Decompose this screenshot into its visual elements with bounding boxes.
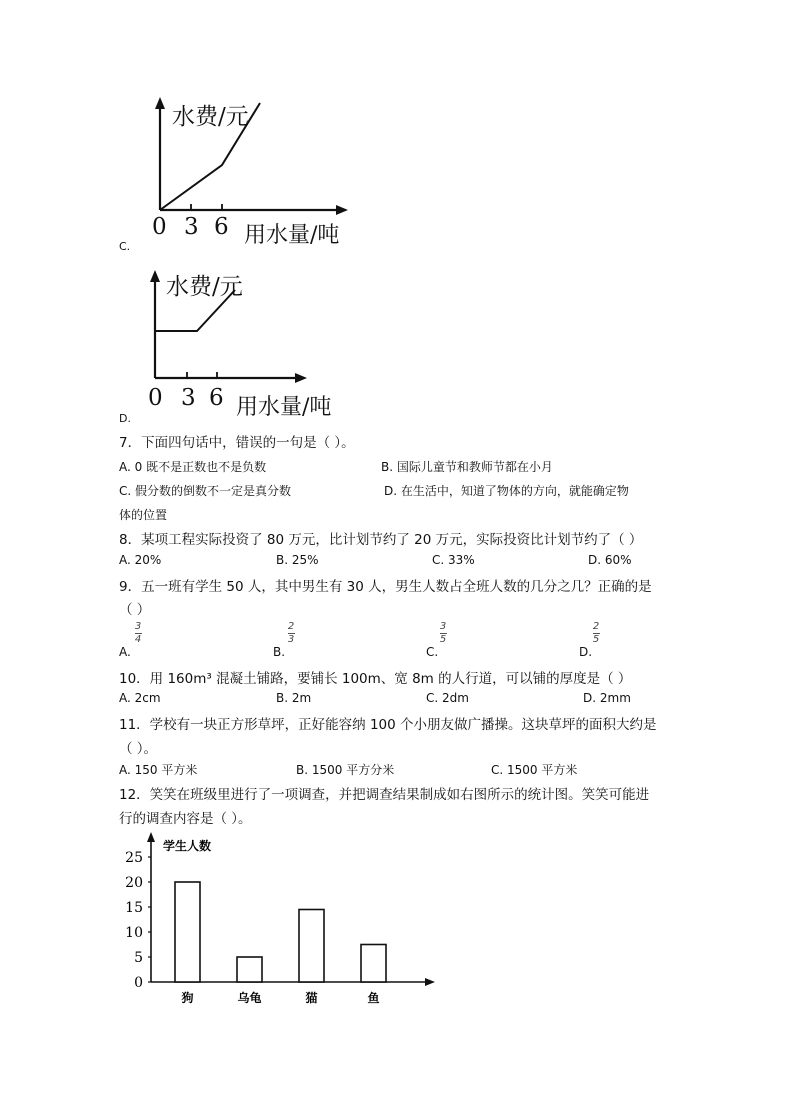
q9-d-denominator: 5: [592, 634, 600, 645]
q8-stem: 8．某项工程实际投资了 80 万元，比计划节约了 20 万元，实际投资比计划节约了（ ）: [119, 532, 643, 548]
q10-stem: 10．用 160m³ 混凝土铺路，要铺长 100m、宽 8m 的人行道，可以铺的厚度是（ ）: [119, 671, 632, 687]
graph-c-tick-6: 6: [214, 214, 229, 240]
q11-option-c: C. 1500 平方米: [491, 763, 578, 777]
q10-option-a: A. 2cm: [119, 691, 161, 705]
q9-c-denominator: 5: [439, 634, 447, 645]
graph-c-x-arrow: [336, 205, 348, 215]
q7-stem: 7．下面四句话中，错误的一句是（ ）。: [119, 435, 355, 451]
chart-y-arrow: [147, 832, 155, 842]
graph-d-y-arrow: [150, 270, 160, 282]
q7-option-c: C. 假分数的倒数不一定是真分数: [119, 484, 292, 498]
q9-b-denominator: 3: [287, 634, 295, 645]
graph-d-tick-3: 3: [181, 385, 196, 411]
q10-option-c: C. 2dm: [426, 691, 469, 705]
q7-option-b: B. 国际儿童节和教师节都在小月: [381, 460, 553, 474]
q9-d-numerator: 2: [592, 621, 600, 632]
chart-x-arrow: [425, 978, 435, 986]
graph-d-tick-6: 6: [209, 385, 224, 411]
chart-bar: [299, 910, 324, 983]
q8-option-b: B. 25%: [276, 553, 319, 567]
q9-option-b-fraction: [286, 622, 296, 645]
q7-option-d: D. 在生活中，知道了物体的方向，就能确定物: [384, 484, 629, 498]
q11-stem-cont: （ ）。: [119, 741, 158, 757]
graph-c-x-label: 用水量/吨: [244, 223, 340, 248]
graph-c-y-arrow: [155, 97, 165, 109]
chart-category-label: 乌龟: [237, 991, 262, 1005]
graph-d-y-label: 水费/元: [166, 274, 243, 300]
chart-y-tick-label: 0: [134, 975, 143, 991]
graph-d-x-arrow: [295, 373, 307, 383]
q9-a-denominator: 4: [134, 634, 142, 645]
graph-d-tick-0: 0: [148, 385, 163, 411]
option-d-letter: D.: [119, 412, 131, 425]
chart-category-label: 鱼: [367, 991, 380, 1005]
q12-stem: 12．笑笑在班级里进行了一项调查，并把调查结果制成如右图所示的统计图。笑笑可能进: [119, 787, 650, 803]
q12-stem-cont: 行的调查内容是（ ）。: [119, 811, 252, 827]
chart-y-tick-label: 20: [125, 875, 143, 891]
q11-stem: 11．学校有一块正方形草坪，正好能容纳 100 个小朋友做广播操。这块草坪的面积大约是: [119, 717, 657, 733]
bar-chart: [115, 830, 445, 1010]
q11-option-b: B. 1500 平方分米: [296, 763, 395, 777]
graph-c-tick-0: 0: [152, 214, 167, 240]
q9-option-a: A.: [119, 645, 131, 659]
chart-y-tick-label: 25: [125, 850, 143, 866]
q7-option-a: A. 0 既不是正数也不是负数: [119, 460, 267, 474]
q8-option-a: A. 20%: [119, 553, 162, 567]
q10-option-b: B. 2m: [276, 691, 312, 705]
chart-category-label: 猫: [305, 991, 318, 1005]
q9-stem-cont: （ ）: [119, 602, 151, 618]
chart-category-label: 狗: [181, 991, 194, 1005]
chart-bar: [361, 945, 386, 983]
graph-c-tick-3: 3: [184, 214, 199, 240]
graph-c-y-label: 水费/元: [172, 104, 249, 130]
q11-option-a: A. 150 平方米: [119, 763, 198, 777]
q9-b-numerator: 2: [287, 621, 295, 632]
chart-y-tick-label: 15: [125, 900, 143, 916]
q9-option-c: C.: [426, 645, 439, 659]
q8-option-d: D. 60%: [588, 553, 632, 567]
q9-option-b: B.: [273, 645, 286, 659]
q9-option-d: D.: [579, 645, 593, 659]
q9-stem: 9．五一班有学生 50 人，其中男生有 30 人，男生人数占全班人数的几分之几？正确的是: [119, 579, 652, 595]
q8-option-c: C. 33%: [432, 553, 475, 567]
graph-d-x-label: 用水量/吨: [236, 395, 332, 420]
chart-y-label: 学生人数: [163, 839, 212, 853]
chart-y-tick-label: 5: [134, 950, 143, 966]
chart-bar: [175, 882, 200, 982]
chart-y-tick-label: 10: [125, 925, 143, 941]
q9-a-numerator: 3: [134, 621, 142, 632]
option-c-letter: C.: [119, 240, 131, 253]
q9-option-d-fraction: [591, 622, 601, 645]
chart-bar: [237, 957, 262, 982]
q10-option-d: D. 2mm: [583, 691, 631, 705]
q9-option-a-fraction: [133, 622, 143, 645]
q9-option-c-fraction: [438, 622, 448, 645]
q7-option-d-cont: 体的位置: [119, 508, 168, 522]
q9-c-numerator: 3: [439, 621, 447, 632]
